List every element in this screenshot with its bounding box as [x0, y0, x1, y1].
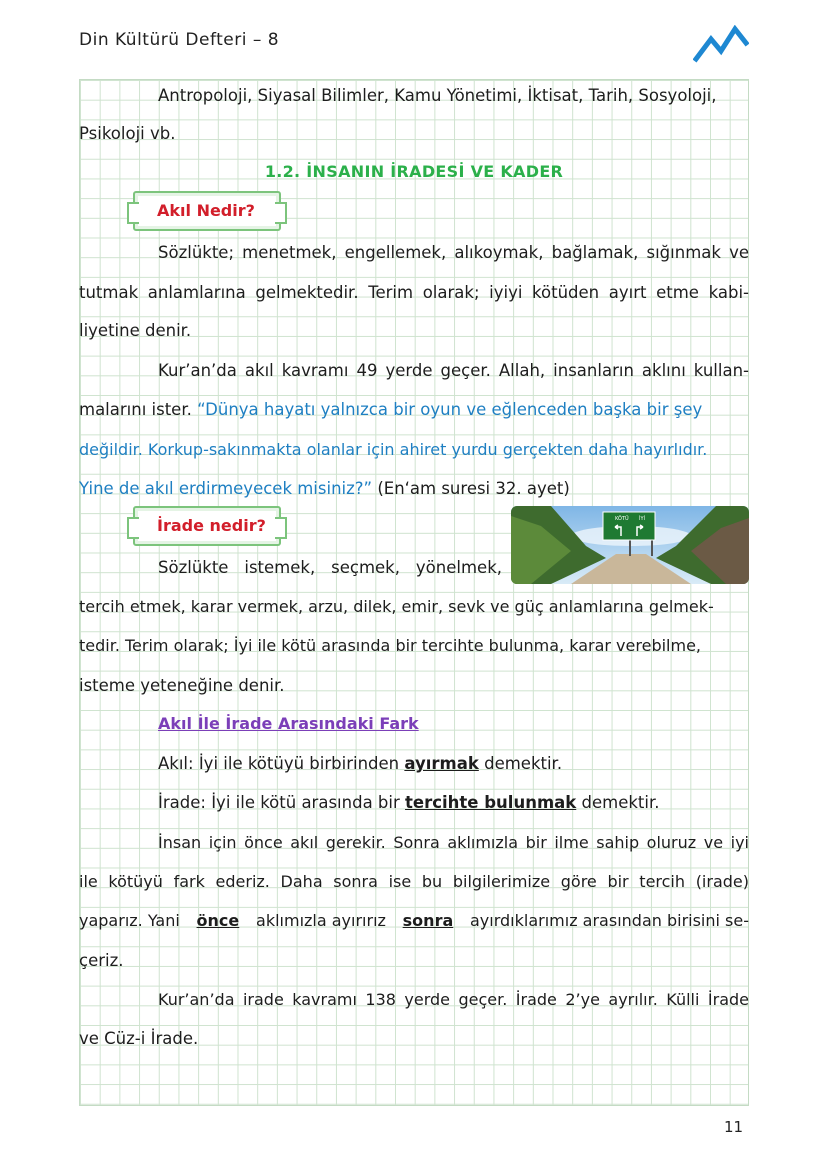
text-line: Psikoloji vb. — [79, 124, 176, 143]
text-line: isteme yeteneğine denir. — [79, 676, 285, 695]
text-line: Yine de akıl erdirmeyecek misiniz?” (En‘am suresi 32. ayet) — [79, 479, 570, 498]
page-number: 11 — [724, 1118, 744, 1136]
text-line: malarını ister. “Dünya hayatı yalnızca bir oyun ve eğlenceden başka bir şey — [79, 400, 703, 419]
text-line: Antropoloji, Siyasal Bilimler, Kamu Yönetimi, İktisat, Tarih, Sosyoloji, — [158, 86, 717, 105]
text-line: ile kötüyü fark ederiz. Daha sonra ise bu bilgilerimize göre bir tercih (irade) — [79, 872, 749, 891]
text-line: tedir. Terim olarak; İyi ile kötü arasında bir tercihte bulunma, karar verebilme, — [79, 636, 701, 655]
text-line: liyetine denir. — [79, 321, 192, 340]
quote-text: “Dünya hayatı yalnızca bir oyun ve eğlenceden başka bir şey — [197, 400, 703, 419]
text-line: Akıl: İyi ile kötüyü birbirinden ayırmak demektir. — [158, 754, 563, 773]
subheading: Akıl İle İrade Arasındaki Fark — [158, 714, 419, 733]
section-heading: 1.2. İNSANIN İRADESİ VE KADER — [264, 162, 564, 181]
text-line: İnsan için önce akıl gerekir. Sonra aklımızla bir ilme sahip oluruz ve iyi — [158, 833, 749, 852]
text-line: Sözlükte; menetmek, engellemek, alıkoymak, bağlamak, sığınmak ve — [158, 243, 749, 262]
quote-text: değildir. Korkup-sakınmakta olanlar için ahiret yurdu gerçekten daha hayırlıdır. — [79, 440, 708, 459]
text-line: İrade: İyi ile kötü arasında bir tercihte bulunmak demektir. — [158, 793, 660, 812]
sign-label-right: İYİ — [639, 516, 646, 522]
text-line: tercih etmek, karar vermek, arzu, dilek, emir, sevk ve güç anlamlarına gelmek- — [79, 597, 714, 616]
text-line: yaparız. Yani önce aklımızla ayırırız sonra ayırdıklarımız arasından birisini se- — [79, 911, 749, 930]
text-line: çeriz. — [79, 951, 124, 970]
crossroads-photo — [511, 506, 749, 584]
text-line: Kur’an’da akıl kavramı 49 yerde geçer. Allah, insanların aklını kullan- — [158, 361, 749, 380]
sign-label-left: KÖTÜ — [615, 516, 629, 522]
text-line: Kur’an’da irade kavramı 138 yerde geçer. İrade 2’ye ayrılır. Külli İrade — [158, 990, 749, 1009]
box-label-irade: İrade nedir? — [133, 506, 281, 546]
text-line: tutmak anlamlarına gelmektedir. Terim olarak; iyiyi kötüden ayırt etme kabi- — [79, 283, 749, 302]
text-line: ve Cüz-i İrade. — [79, 1029, 199, 1048]
box-label-akil: Akıl Nedir? — [133, 191, 281, 231]
mountain-logo-icon — [693, 25, 749, 63]
header-title: Din Kültürü Defteri – 8 — [79, 30, 280, 50]
text-line: Sözlükte istemek, seçmek, yönelmek, — [158, 558, 502, 577]
